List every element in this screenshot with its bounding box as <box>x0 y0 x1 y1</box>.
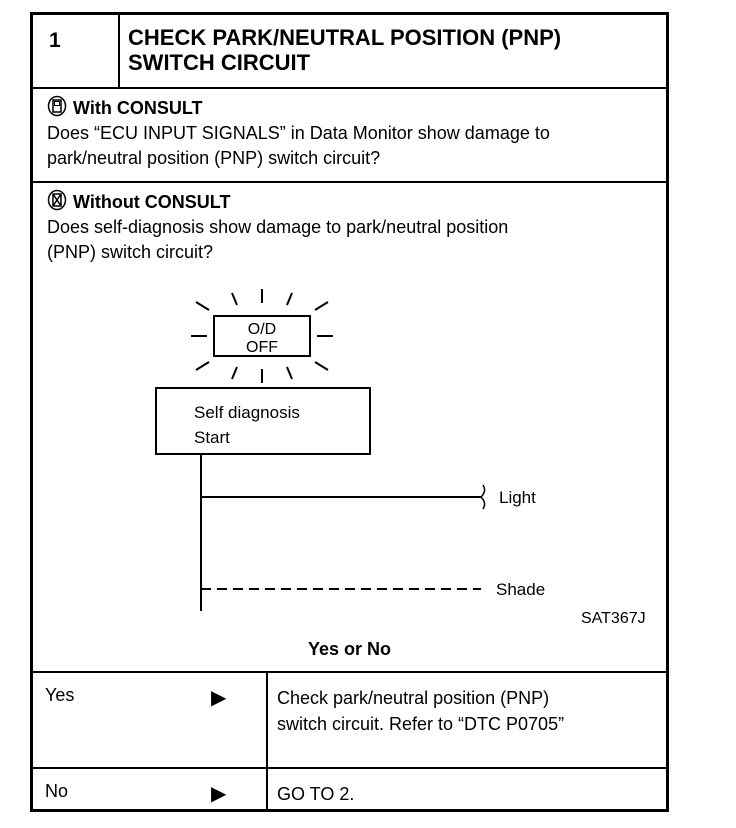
with-consult-question <box>47 121 667 171</box>
step-number: 1 <box>49 29 61 52</box>
no-consult-icon <box>47 189 67 216</box>
light-label: Light <box>499 488 536 507</box>
step-title-line1: CHECK PARK/NEUTRAL POSITION (PNP) <box>128 25 562 50</box>
with-consult-line2: park/neutral position (PNP) switch circuit? <box>47 148 381 168</box>
without-consult-section <box>33 181 666 659</box>
answer-row-no <box>33 767 666 811</box>
with-consult-line1: Does “ECU INPUT SIGNALS” in Data Monitor show damage to <box>47 123 550 143</box>
answer-action-no <box>277 781 657 807</box>
box-text-line2: Start <box>194 428 230 447</box>
with-consult-heading <box>47 95 202 122</box>
answer-label-yes: Yes <box>45 685 75 705</box>
right-triangle-icon: ▶ <box>211 783 227 805</box>
answer-row-yes <box>33 671 666 769</box>
yes-or-no-question: Yes or No <box>307 639 392 659</box>
without-consult-line1: Does self-diagnosis show damage to park/neutral position <box>47 217 509 237</box>
row-divider <box>266 673 268 769</box>
without-consult-heading <box>47 189 230 216</box>
step-title-line2: SWITCH CIRCUIT <box>128 50 311 75</box>
without-consult-question <box>47 215 667 265</box>
shade-label: Shade <box>496 580 546 599</box>
without-consult-title: Without CONSULT <box>73 192 231 212</box>
light-line-end <box>481 485 485 509</box>
with-consult-title: With CONSULT <box>73 98 203 118</box>
row-divider <box>266 769 268 811</box>
lamp-label-od: O/D <box>247 321 277 338</box>
answer-action-yes <box>277 685 657 737</box>
answer-action-no-line1: GO TO 2. <box>277 784 355 804</box>
with-consult-section <box>33 87 666 183</box>
lamp-label-off: OFF <box>246 339 278 356</box>
answer-action-yes-line2: switch circuit. Refer to “DTC P0705” <box>277 714 565 734</box>
answer-action-yes-line1: Check park/neutral position (PNP) <box>277 688 550 708</box>
right-triangle-icon: ▶ <box>211 687 227 709</box>
answer-label-no: No <box>45 781 69 801</box>
step-title <box>128 25 648 75</box>
box-text-line1: Self diagnosis <box>194 403 300 422</box>
without-consult-line2: (PNP) switch circuit? <box>47 242 214 262</box>
step-header <box>33 15 666 89</box>
figure-code: SAT367J <box>581 610 646 627</box>
consult-icon <box>47 95 67 122</box>
header-divider <box>118 15 120 87</box>
diagnostic-step-table <box>30 12 669 812</box>
